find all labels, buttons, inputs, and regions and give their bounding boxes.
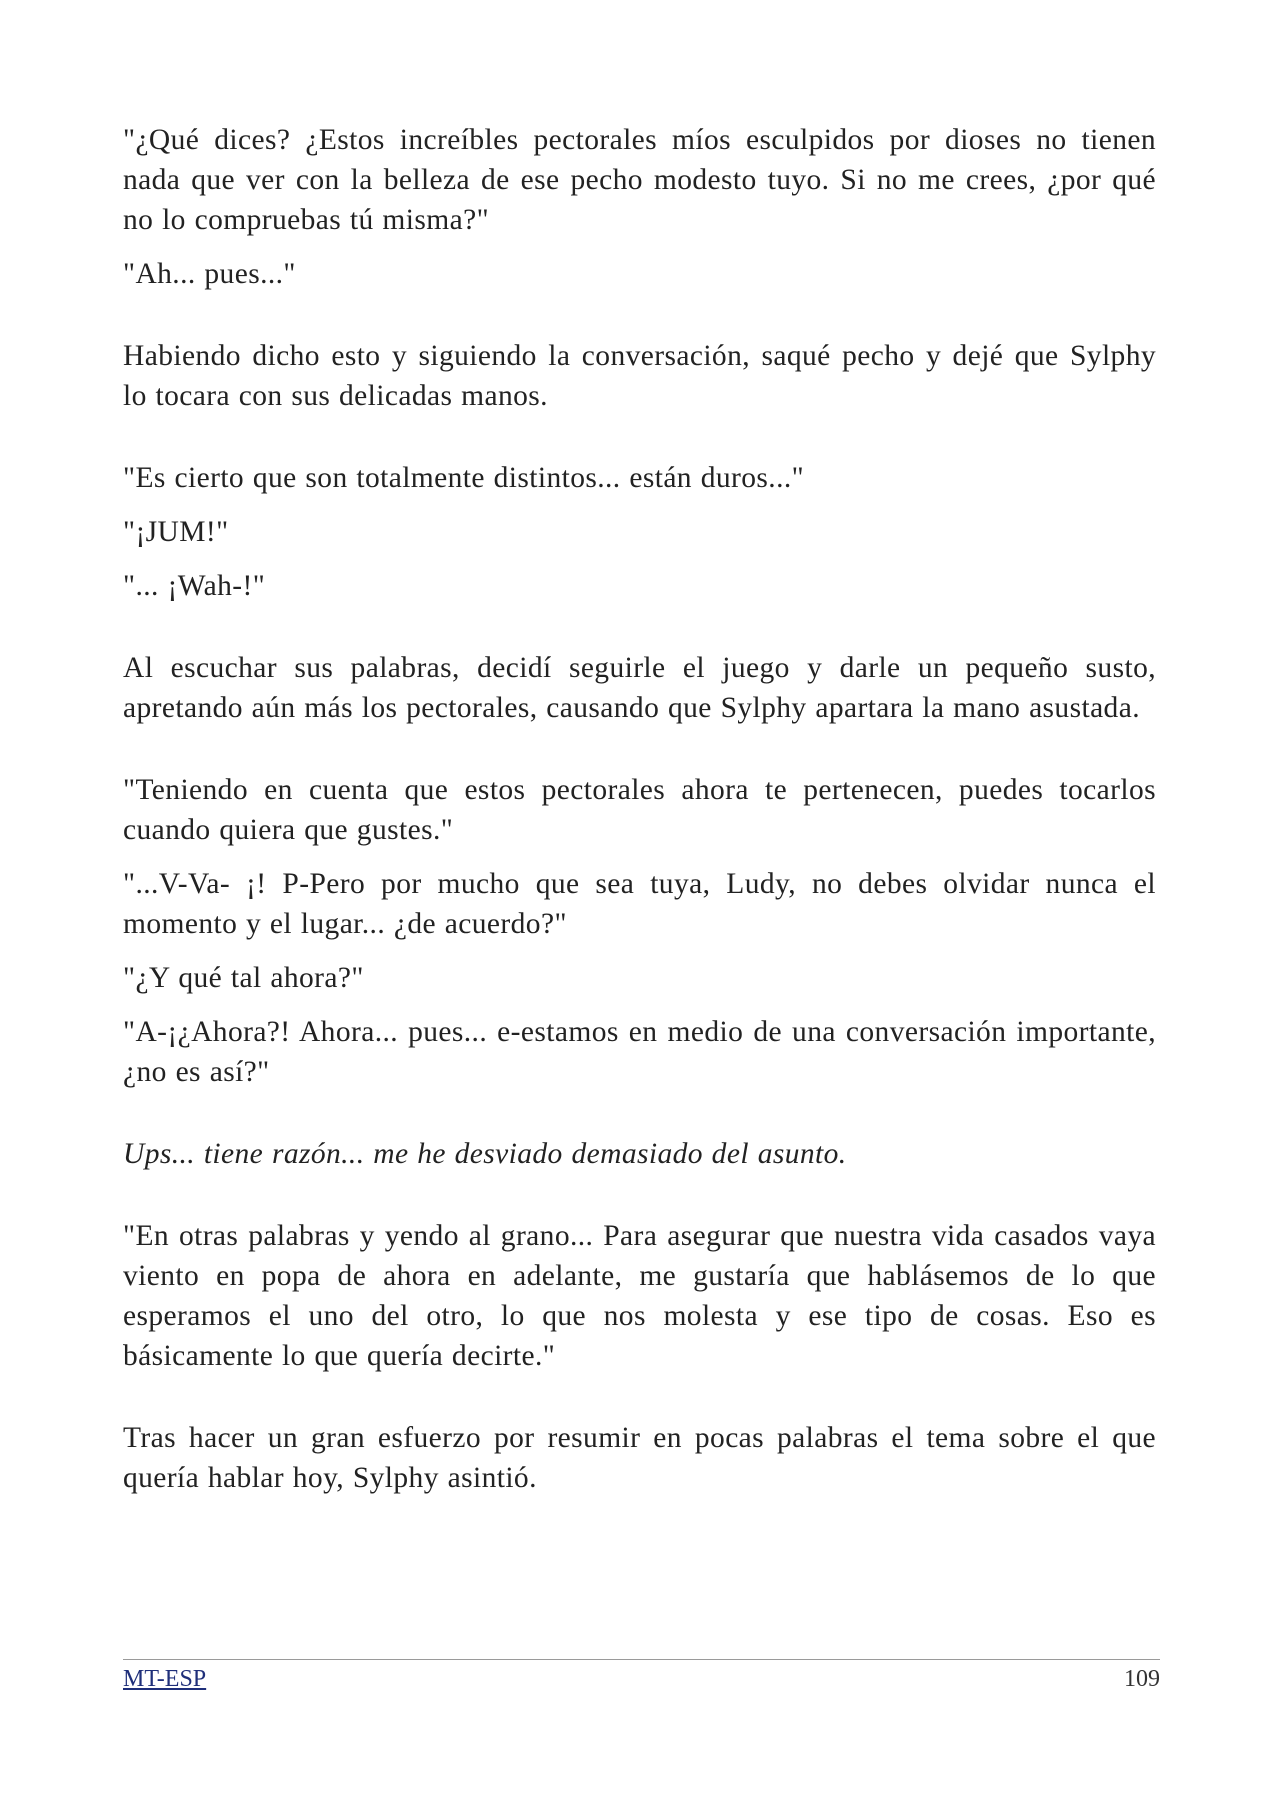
- paragraph: "¿Qué dices? ¿Estos increíbles pectorales míos esculpidos por dioses no tienen nada que ver con la belleza de ese pecho modesto tuyo. Si no me crees, ¿por qué no lo compruebas tú misma?": [123, 124, 1156, 236]
- footer-source-link[interactable]: MT-ESP: [123, 1666, 207, 1692]
- paragraph: "A-¡¿Ahora?! Ahora... pues... e-estamos en medio de una conversación importante, ¿no es así?": [123, 1016, 1156, 1088]
- page-body: [123, 120, 1156, 1498]
- paragraph: Habiendo dicho esto y siguiendo la conversación, saqué pecho y dejé que Sylphy lo tocara con sus delicadas manos.: [123, 340, 1156, 412]
- paragraph: "¿Y qué tal ahora?": [123, 962, 364, 994]
- paragraph: "Teniendo en cuenta que estos pectorales ahora te pertenecen, puedes tocarlos cuando quiera que gustes.": [123, 774, 1156, 846]
- paragraph-italic: Ups... tiene razón... me he desviado demasiado del asunto.: [123, 1138, 847, 1170]
- paragraph: "¡JUM!": [123, 516, 229, 548]
- paragraph: "...V-Va- ¡! P-Pero por mucho que sea tuya, Ludy, no debes olvidar nunca el momento y el lugar... ¿de acuerdo?": [123, 868, 1156, 940]
- paragraph: "... ¡Wah-!": [123, 570, 266, 602]
- page-footer: [123, 1659, 1160, 1694]
- paragraph: Al escuchar sus palabras, decidí seguirle el juego y darle un pequeño susto, apretando aún más los pectorales, causando que Sylphy apartara la mano asustada.: [123, 652, 1156, 724]
- paragraph: Tras hacer un gran esfuerzo por resumir en pocas palabras el tema sobre el que quería hablar hoy, Sylphy asintió.: [123, 1422, 1156, 1494]
- page-number: 109: [1124, 1666, 1160, 1692]
- paragraph: "Es cierto que son totalmente distintos... están duros...": [123, 462, 805, 494]
- paragraph: "Ah... pues...": [123, 258, 296, 290]
- paragraph: "En otras palabras y yendo al grano... Para asegurar que nuestra vida casados vaya viento en popa de ahora en adelante, me gustaría que hablásemos de lo que esperamos el uno del otro, lo que nos molesta y ese tipo de cosas. Eso es básicamente lo que quería decirte.": [123, 1220, 1156, 1372]
